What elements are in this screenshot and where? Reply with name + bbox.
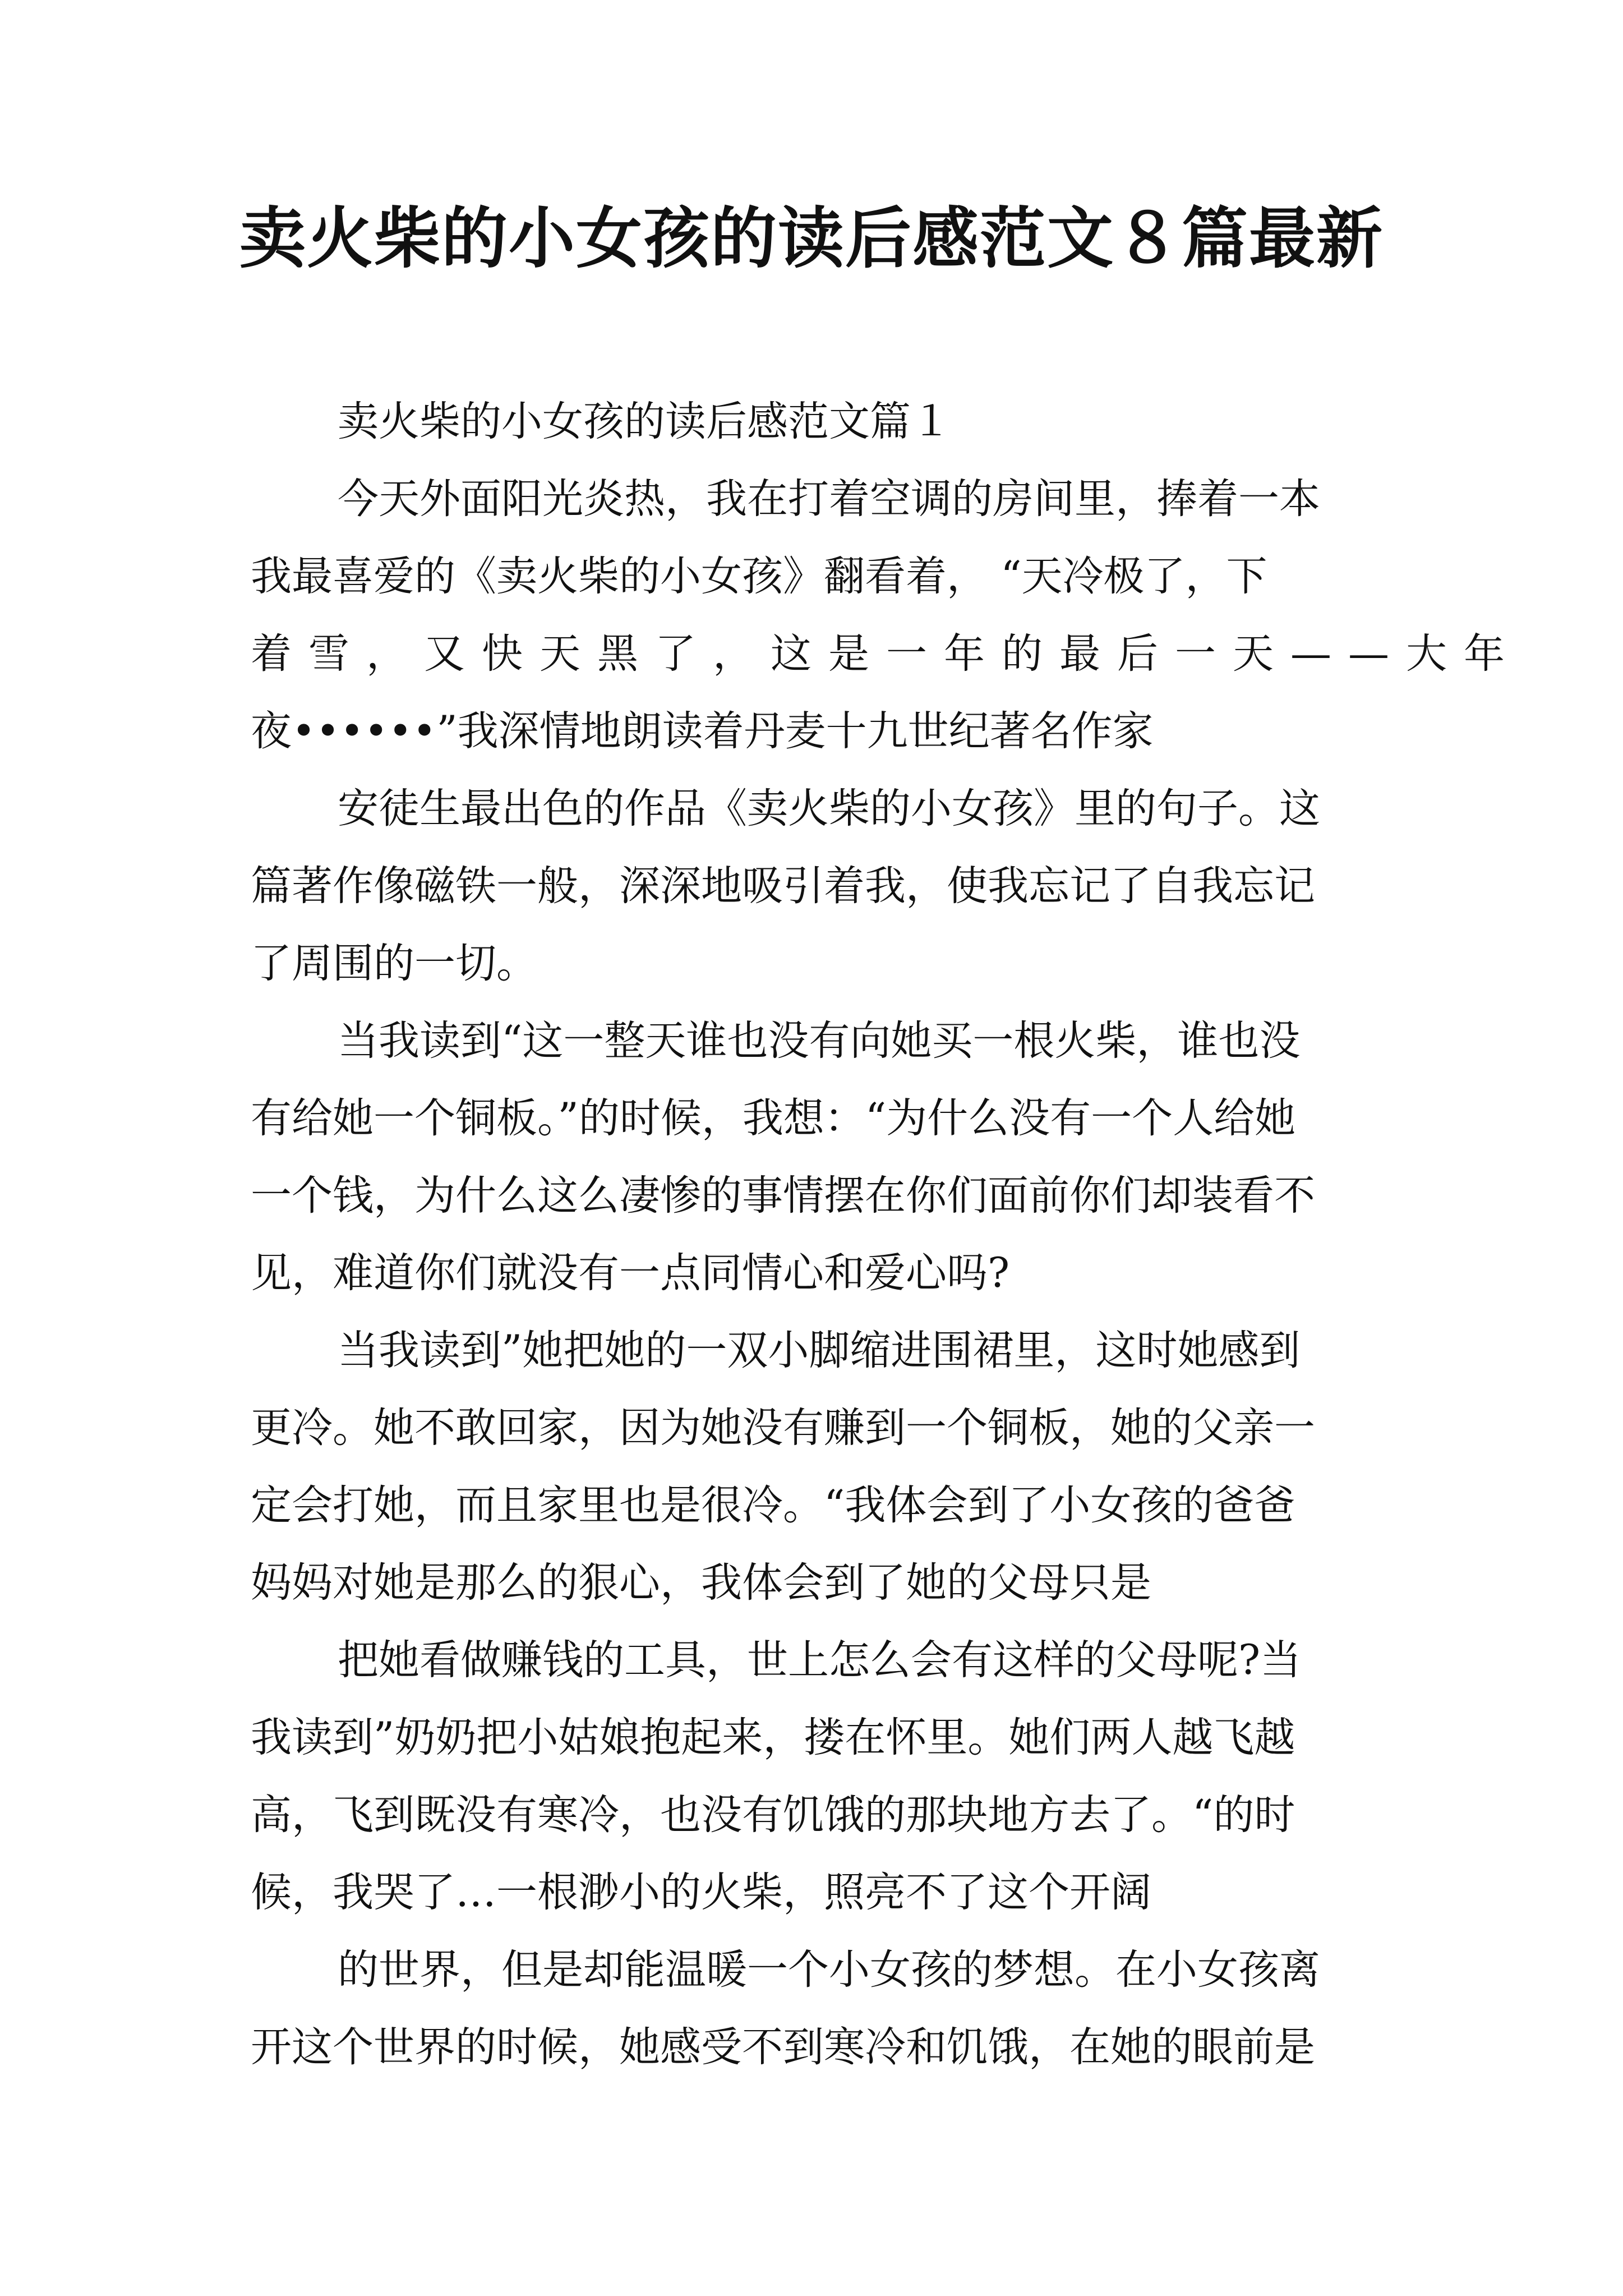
body-line: 的世界，但是却能温暖一个小女孩的梦想。在小女孩离 <box>338 1946 1320 1994</box>
body-line: 安徒生最出色的作品《卖火柴的小女孩》里的句子。这 <box>338 785 1320 832</box>
document-body <box>251 383 1521 2086</box>
body-line: 把她看做赚钱的工具，世上怎么会有这样的父母呢?当 <box>338 1636 1302 1684</box>
body-line: 当我读到”她把她的一双小脚缩进围裙里，这时她感到 <box>338 1327 1301 1374</box>
document-title: 卖火柴的小女孩的读后感范文８篇最新 <box>239 199 1384 277</box>
body-line: 有给她一个铜板。”的时候，我想：“为什么没有一个人给她 <box>251 1094 1296 1142</box>
body-line: 开这个世界的时候，她感受不到寒冷和饥饿，在她的眼前是 <box>251 2023 1315 2071</box>
body-line: 更冷。她不敢回家，因为她没有赚到一个铜板，她的父亲一 <box>251 1404 1315 1452</box>
body-line: 一个钱，为什么这么凄惨的事情摆在你们面前你们却装看不 <box>251 1172 1315 1220</box>
body-line: 我读到”奶奶把小姑娘抱起来，搂在怀里。她们两人越飞越 <box>251 1714 1295 1761</box>
body-line: 定会打她，而且家里也是很冷。“我体会到了小女孩的爸爸 <box>251 1481 1295 1529</box>
body-line: 我最喜爱的《卖火柴的小女孩》翻看着， “天冷极了，下 <box>251 553 1267 600</box>
body-line: 篇著作像磁铁一般，深深地吸引着我，使我忘记了自我忘记 <box>251 862 1315 910</box>
section-heading: 卖火柴的小女孩的读后感范文篇１ <box>338 398 952 445</box>
body-line: 今天外面阳光炎热，我在打着空调的房间里，捧着一本 <box>338 475 1320 523</box>
body-line: 夜••••••”我深情地朗读着丹麦十九世纪著名作家 <box>251 707 1154 755</box>
body-line: 候，我哭了…一根渺小的火柴，照亮不了这个开阔 <box>251 1869 1151 1916</box>
body-line: 当我读到“这一整天谁也没有向她买一根火柴，谁也没 <box>338 1017 1301 1065</box>
body-line: 见，难道你们就没有一点同情心和爱心吗? <box>251 1249 1010 1297</box>
body-line: 了周围的一切。 <box>251 940 537 987</box>
body-line: 着雪，又快天黑了，这是一年的最后一天——大年 <box>251 630 1521 678</box>
body-line: 高，飞到既没有寒冷，也没有饥饿的那块地方去了。“的时 <box>251 1791 1295 1839</box>
body-line: 妈妈对她是那么的狠心，我体会到了她的父母只是 <box>251 1559 1151 1607</box>
